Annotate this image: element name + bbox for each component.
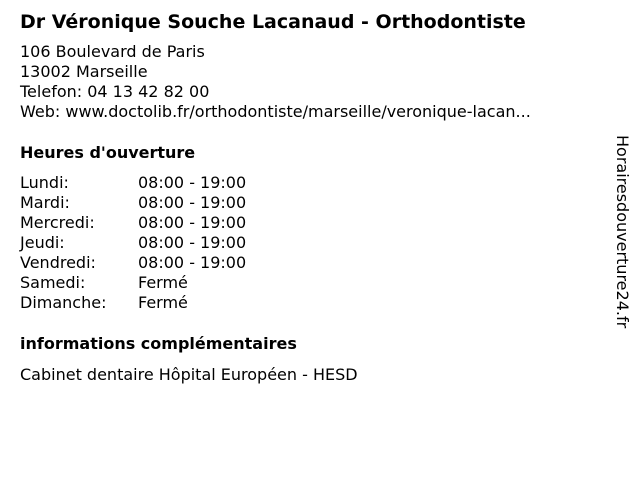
page-title: Dr Véronique Souche Lacanaud - Orthodontiste xyxy=(20,11,526,33)
hours-time: 08:00 - 19:00 xyxy=(138,253,247,272)
hours-day: Mardi: xyxy=(20,193,70,212)
hours-day: Lundi: xyxy=(20,173,69,192)
hours-day: Mercredi: xyxy=(20,213,95,232)
hours-time: 08:00 - 19:00 xyxy=(138,193,247,212)
additional-info-heading: informations complémentaires xyxy=(20,334,297,353)
hours-day: Samedi: xyxy=(20,273,86,292)
hours-row xyxy=(20,173,600,193)
hours-row xyxy=(20,293,600,313)
address-line-2: 13002 Marseille xyxy=(20,62,148,81)
opening-hours-heading: Heures d'ouverture xyxy=(20,143,196,162)
phone-line: Telefon: 04 13 42 82 00 xyxy=(20,82,210,101)
hours-row xyxy=(20,233,600,253)
hours-row xyxy=(20,213,600,233)
hours-time: 08:00 - 19:00 xyxy=(138,233,247,252)
additional-info-text: Cabinet dentaire Hôpital Européen - HESD xyxy=(20,365,358,384)
hours-day: Dimanche: xyxy=(20,293,107,312)
hours-day: Vendredi: xyxy=(20,253,96,272)
hours-time: 08:00 - 19:00 xyxy=(138,213,247,232)
address-line-1: 106 Boulevard de Paris xyxy=(20,42,205,61)
watermark-text: Horairesdouverture24.fr xyxy=(613,135,632,329)
website-line: Web: www.doctolib.fr/orthodontiste/marseille/veronique-lacan... xyxy=(20,102,531,121)
hours-time: Fermé xyxy=(138,273,188,292)
hours-time: 08:00 - 19:00 xyxy=(138,173,247,192)
hours-row xyxy=(20,273,600,293)
hours-row xyxy=(20,253,600,273)
hours-day: Jeudi: xyxy=(20,233,65,252)
business-card xyxy=(20,10,600,385)
hours-row xyxy=(20,193,600,213)
opening-hours-table xyxy=(20,173,600,313)
hours-time: Fermé xyxy=(138,293,188,312)
